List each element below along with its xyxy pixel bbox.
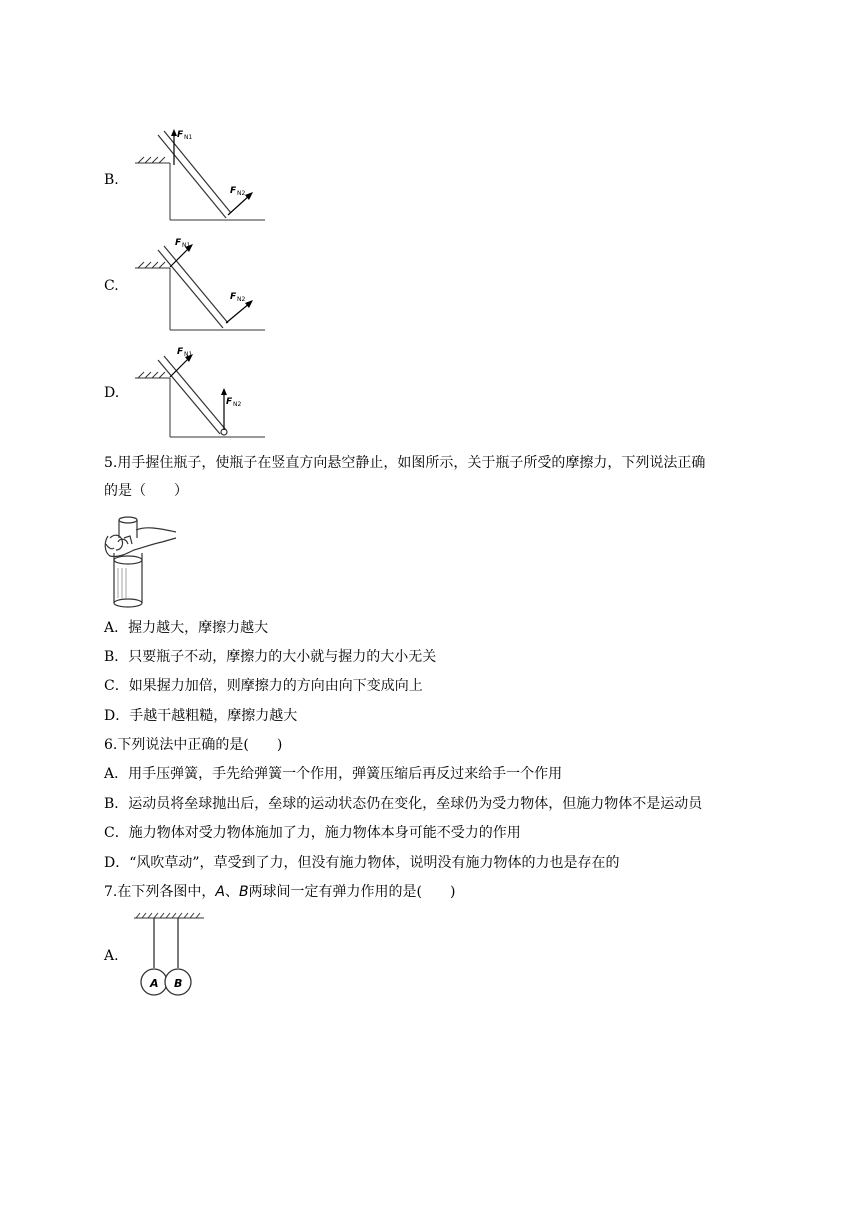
q6-option-d: D．“风吹草动”，草受到了力，但没有施力物体，说明没有施力物体的力也是存在的 bbox=[104, 855, 620, 871]
q4-d-force1-sub: N1 bbox=[184, 351, 193, 358]
q5-bottle-hand-figure bbox=[100, 508, 180, 613]
q5-option-a: A．握力越大，摩擦力越大 bbox=[104, 620, 269, 636]
q4-d-force1-label: F bbox=[177, 347, 184, 357]
q4-b-force2-sub: N2 bbox=[237, 190, 246, 197]
q5-option-c: C．如果握力加倍，则摩擦力的方向由向下变成向上 bbox=[104, 678, 423, 694]
q4-c-force1-label: F bbox=[175, 238, 182, 248]
q4-d-force2-sub: N2 bbox=[233, 401, 242, 408]
q5-option-b: B．只要瓶子不动，摩擦力的大小就与握力的大小无关 bbox=[104, 649, 437, 665]
q6-option-a: A．用手压弹簧，手先给弹簧一个作用，弹簧压缩后再反过来给手一个作用 bbox=[104, 766, 563, 782]
q4-b-force1-sub: N1 bbox=[184, 134, 193, 141]
q4-d-force2-label: F bbox=[226, 397, 233, 407]
q6-stem: 6.下列说法中正确的是( ) bbox=[104, 737, 283, 753]
q7-stem-sep: 、 bbox=[224, 884, 239, 900]
q7-stem bbox=[104, 882, 455, 902]
q4-b-force2-label: F bbox=[230, 186, 237, 196]
q7-stem-pre: 7.在下列各图中， bbox=[104, 884, 216, 900]
q7-ball-a-label: A bbox=[150, 977, 159, 990]
q4-c-force2-sub: N2 bbox=[237, 296, 246, 303]
q4-c-force1-sub: N1 bbox=[182, 242, 191, 249]
q7-option-a-label: A. bbox=[104, 948, 119, 964]
q7-stem-post: 两球间一定有弹力作用的是( ) bbox=[248, 884, 456, 900]
q5-stem-line1: 5.用手握住瓶子，使瓶子在竖直方向悬空静止，如图所示，关于瓶子所受的摩擦力，下列说法正确 bbox=[104, 455, 706, 471]
q4-option-b-figure bbox=[130, 125, 270, 225]
q5-stem-line2: 的是（ ） bbox=[104, 483, 188, 499]
q6-option-b: B．运动员将垒球抛出后，垒球的运动状态仍在变化，垒球仍为受力物体，但施力物体不是运动员 bbox=[104, 796, 703, 812]
q5-option-d: D．手越干越粗糙，摩擦力越大 bbox=[104, 708, 298, 724]
q4-option-c-figure bbox=[130, 235, 270, 335]
q4-option-d-figure bbox=[130, 342, 270, 442]
q6-option-c: C．施力物体对受力物体施加了力，施力物体本身可能不受力的作用 bbox=[104, 825, 521, 841]
q7-stem-a: A bbox=[215, 884, 225, 900]
q7-stem-b: B bbox=[238, 884, 249, 900]
q4-option-d-label: D. bbox=[104, 385, 120, 401]
q7-option-a-figure bbox=[128, 910, 210, 1000]
q4-c-force2-label: F bbox=[230, 292, 237, 302]
q4-option-c-label: C. bbox=[104, 278, 119, 294]
q4-b-force1-label: F bbox=[177, 130, 184, 140]
q7-ball-b-label: B bbox=[174, 977, 183, 990]
q4-option-b-label: B. bbox=[104, 172, 119, 188]
